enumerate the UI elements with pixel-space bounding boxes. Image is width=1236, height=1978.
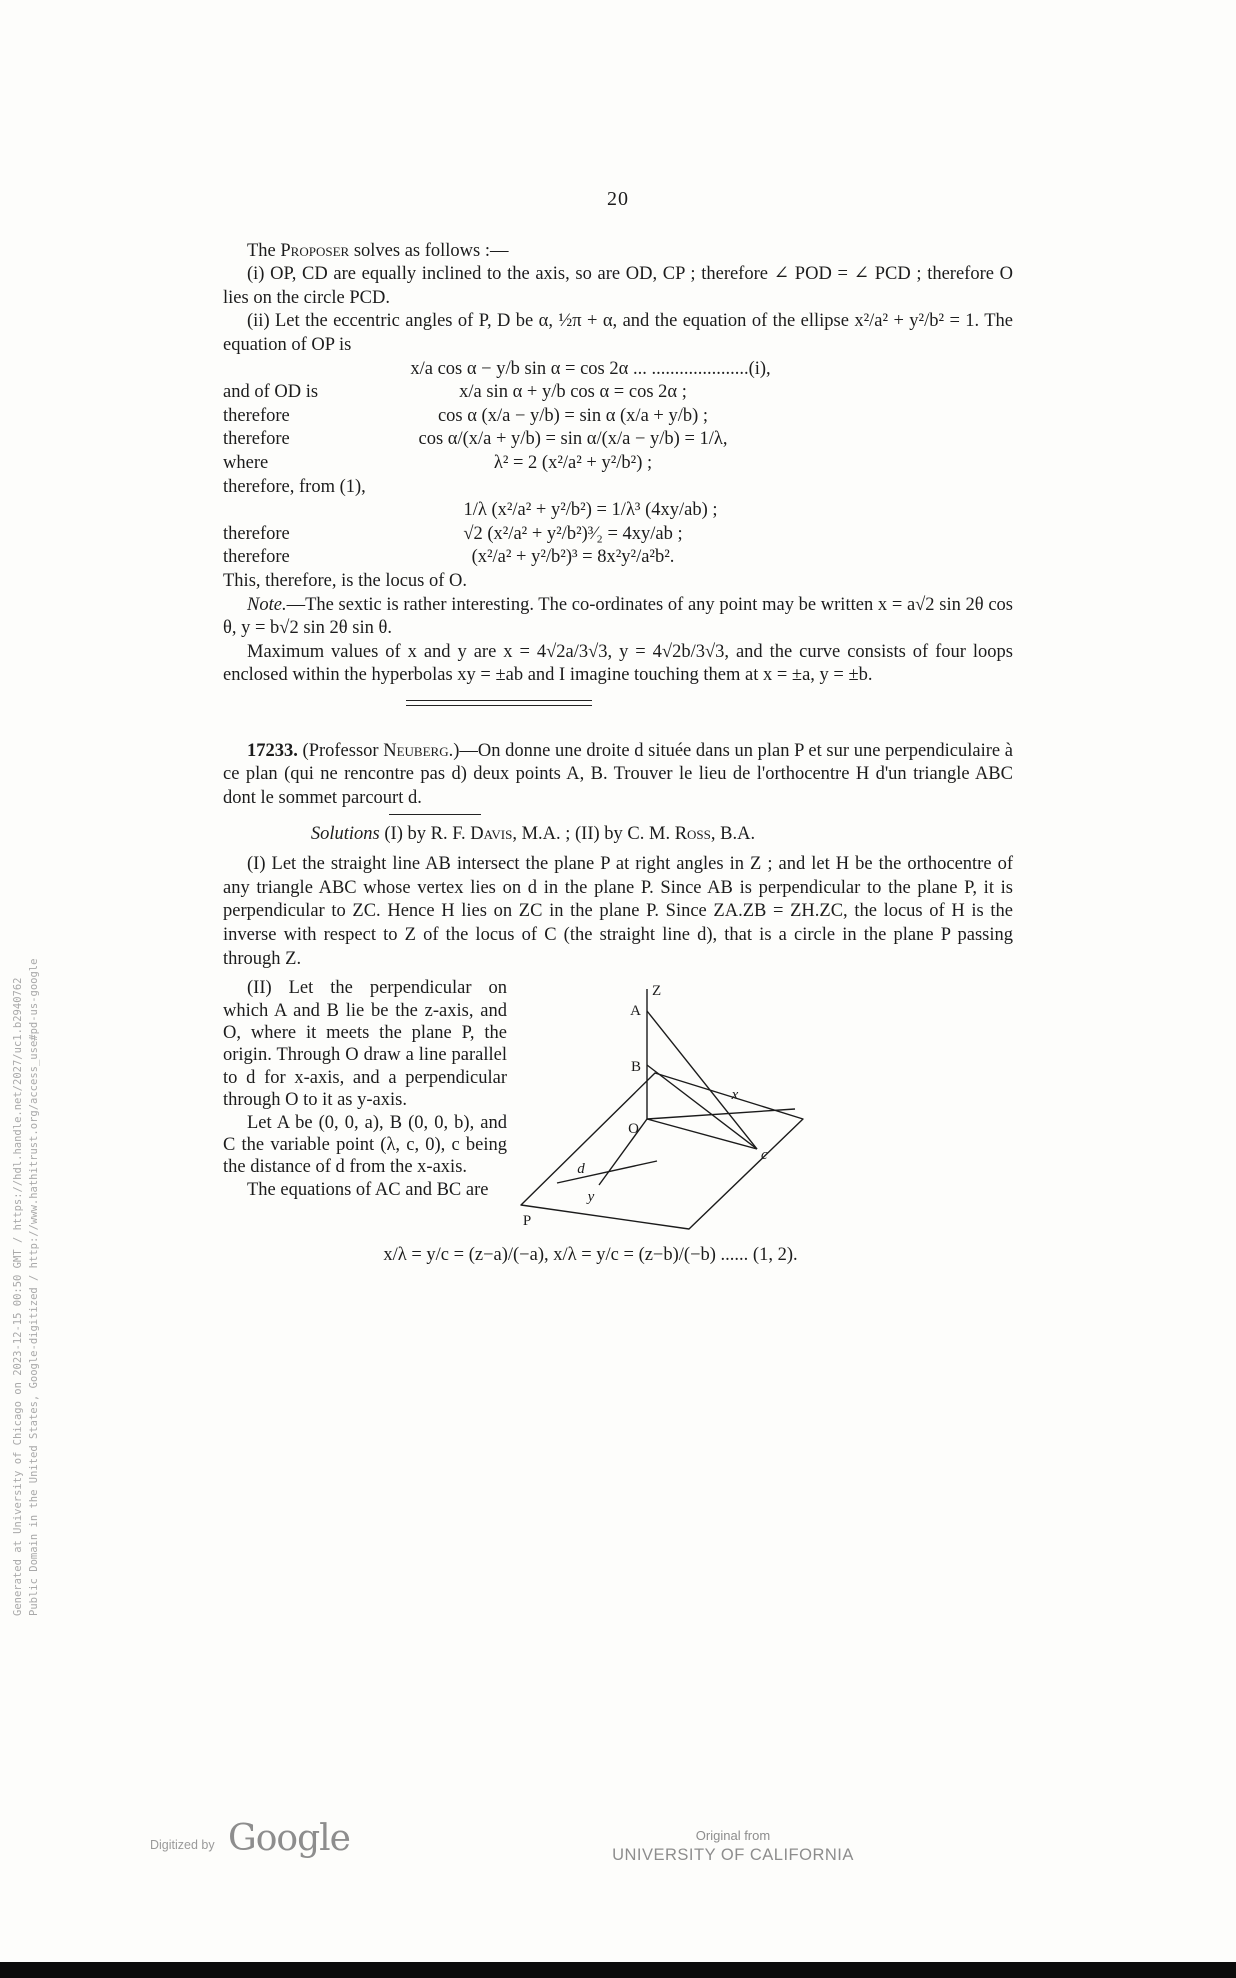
geometry-figure <box>507 977 812 1232</box>
equation-row <box>223 405 1013 429</box>
equation-i: x/a cos α − y/b sin α = cos 2α ... .....................(i), <box>410 358 771 379</box>
equation-label: therefore <box>223 405 290 426</box>
equation-row <box>223 452 1013 476</box>
scanned-page-content <box>223 188 1013 1267</box>
problem-17233 <box>223 740 1013 811</box>
solution-II-text-column <box>223 977 507 1238</box>
solution-step-i: (i) OP, CD are equally inclined to the axis, so are OD, CP ; therefore ∠ POD = ∠ PCD ; therefore O lies on the circle PCD. <box>223 264 1013 308</box>
equation-body: cos α (x/a − y/b) = sin α (x/a + y/b) ; <box>437 405 709 426</box>
line-A-to-c <box>647 1011 757 1149</box>
y-axis-line <box>599 1119 647 1185</box>
solution-II-para1: (II) Let the perpendicular on which A and B lie be the z-axis, and O, where it meets the plane P, the origin. Through O draw a line parallel to d for x-axis, and a perpendicular through O to it as y-axis. <box>223 978 507 1111</box>
solution-step-ii: (ii) Let the eccentric angles of P, D be α, ½π + α, and the equation of the ellipse x²/a² + y²/b² = 1. The equation of OP is <box>223 311 1013 355</box>
figure-label-A: A <box>630 1003 641 1020</box>
solution-I-paragraph: (I) Let the straight line AB intersect the plane P at right angles in Z ; and let H be the orthocentre of any triangle ABC whose vertex lies on d in the plane P. Since AB is perpendicular to the plane P, it is perpendicular to ZC. Hence H lies on ZC in the plane P. Since ZA.ZB = ZH.ZC, the locus of H is the inverse with respect to Z of the locus of C (the straight line d), that is a circle in the plane P passing through Z. <box>223 854 1013 969</box>
locus-conclusion: This, therefore, is the locus of O. <box>223 570 468 591</box>
note-paragraph <box>223 594 1013 641</box>
equation-label: therefore <box>223 547 290 568</box>
equation-row <box>223 546 1013 570</box>
equation-label: and of OD is <box>223 382 319 403</box>
therefore-from-1: therefore, from (1), <box>223 476 366 497</box>
digitized-by-label: Digitized by <box>150 1838 215 1852</box>
proposer-name: Proposer <box>280 240 350 261</box>
equations-1-2: x/λ = y/c = (z−a)/(−a), x/λ = y/c = (z−b)/(−b) ...... (1, 2). <box>383 1244 798 1265</box>
equation-body: √2 (x²/a² + y²/b²)³⁄₂ = 4xy/ab ; <box>463 523 683 544</box>
figure-label-O: O <box>628 1121 639 1138</box>
google-logo: Google <box>228 1818 350 1859</box>
text-run: .)—On donne une droite d située dans un plan P et sur une perpendiculaire à ce plan (qui ne rencontre pas d) deux points A, B. Trouver le lieu de l'orthocentre H d'un triangle ABC dont le sommet parcourt d. <box>223 740 1013 809</box>
solutions-byline <box>223 823 843 847</box>
equation-row <box>223 381 1013 405</box>
figure-label-y: y <box>587 1189 595 1206</box>
proposer-intro <box>223 240 1013 264</box>
text-run: (Professor <box>297 740 384 761</box>
solution-II-section <box>223 977 1013 1238</box>
text-run: (I) by R. F. <box>379 823 471 844</box>
hathitrust-margin-watermark <box>10 766 42 1616</box>
solver-name-ross: Ross <box>674 823 711 844</box>
short-rule <box>389 814 481 815</box>
maximum-paragraph: Maximum values of x and y are x = 4√2a/3√3, y = 4√2b/3√3, and the curve consists of four loops enclosed within the hyperbolas xy = ±ab and I imagine touching them at x = ±a, y = ±b. <box>223 641 1013 686</box>
equation-row <box>223 428 1013 452</box>
figure-label-P: P <box>522 1213 532 1230</box>
figure-label-B: B <box>630 1059 641 1076</box>
solution-II-para2: Let A be (0, 0, a), B (0, 0, b), and C the variable point (λ, c, 0), c being the distance of d from the x-axis. <box>223 1112 507 1178</box>
equation-label: therefore <box>223 429 290 450</box>
figure-label-d: d <box>577 1161 585 1178</box>
note-word: Note. <box>247 594 287 615</box>
equation-center: 1/λ (x²/a² + y²/b²) = 1/λ³ (4xy/ab) ; <box>463 500 718 521</box>
solution-II-para3: The equations of AC and BC are <box>247 1179 489 1200</box>
equation-row <box>223 523 1013 547</box>
text-run: , M.A. ; (II) by C. M. <box>512 823 675 844</box>
text-run: , B.A. <box>710 823 756 844</box>
equation-label: therefore <box>223 523 290 544</box>
provenance-block <box>608 1828 858 1865</box>
line-d <box>557 1161 657 1183</box>
figure-label-c: c <box>761 1147 768 1164</box>
figure-label-Z: Z <box>652 983 662 1000</box>
figure-label-x: x <box>731 1087 739 1104</box>
text-run: solves as follows :— <box>349 240 509 261</box>
text-run: The <box>247 240 281 261</box>
section-divider-double-rule <box>406 700 592 706</box>
solver-name-davis: Davis <box>470 823 513 844</box>
professor-name: Neuberg <box>383 740 449 761</box>
x-axis-line <box>647 1109 795 1119</box>
equation-body: cos α/(x/a + y/b) = sin α/(x/a − y/b) = 1/λ, <box>418 429 728 450</box>
figure-lines <box>521 989 803 1229</box>
watermark-line-2: Public Domain in the United States, Google-digitized / http://www.hathitrust.org/access_use#pd-us-google <box>28 958 40 1616</box>
figure-column <box>507 977 1013 1238</box>
equation-label: where <box>223 452 269 473</box>
equation-body: x/a sin α + y/b cos α = cos 2α ; <box>459 382 687 403</box>
equation-body: λ² = 2 (x²/a² + y²/b²) ; <box>493 452 653 473</box>
line-O-to-c <box>647 1119 757 1149</box>
text-run: —The sextic is rather interesting. The co-ordinates of any point may be written x = a√2 sin 2θ cos θ, y = b√2 sin 2θ sin θ. <box>223 594 1013 639</box>
scan-bottom-bar <box>0 1962 1236 1978</box>
equation-body: (x²/a² + y²/b²)³ = 8x²y²/a²b². <box>471 547 675 568</box>
page-number: 20 <box>607 188 629 210</box>
original-from-label: Original from <box>695 1828 771 1843</box>
line-B-to-c <box>647 1065 757 1149</box>
solutions-word: Solutions <box>310 823 380 844</box>
problem-number: 17233. <box>247 740 298 761</box>
watermark-line-1: Generated at University of Chicago on 2023-12-15 00:50 GMT / https://hdl.handle.net/2027/uc1.b2940762 <box>12 977 24 1616</box>
institution-name: UNIVERSITY OF CALIFORNIA <box>612 1846 854 1864</box>
